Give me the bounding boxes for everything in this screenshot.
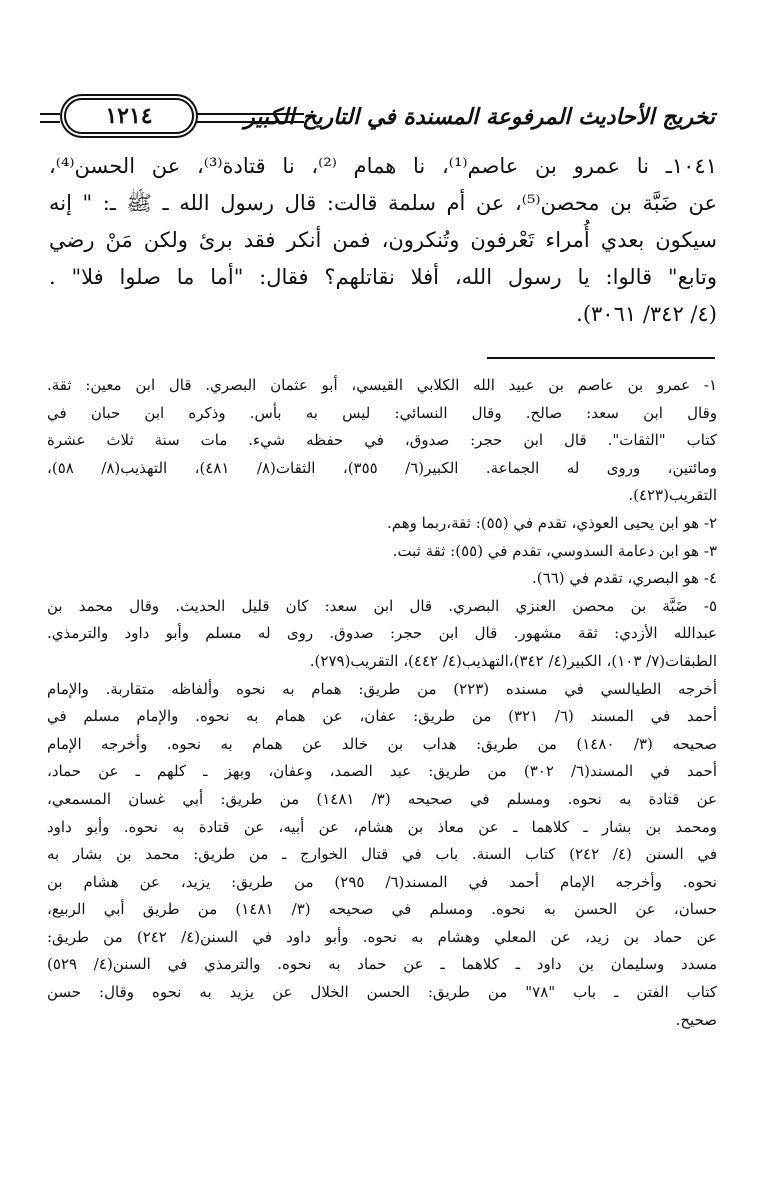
hadith-line: ١٠٤١ـ نا عمرو بن عاصم⁽¹⁾، نا همام ⁽²⁾، نا قتادة⁽³⁾، عن الحسن⁽⁴⁾، xyxy=(49,154,717,178)
footnote-line: في السنن (٤/ ٢٤٢) كتاب السنة. باب في قتال الخوارج ـ من طريق: محمد بن بشار به xyxy=(47,845,717,864)
footnote-line: كتاب الفتن ـ باب "٧٨" من طريق: الحسن الخلال عن يزيد به نحوه وقال: حسن xyxy=(47,983,717,1002)
footnote-line: صحيحه (٣/ ١٤٨٠) من طريق: هداب بن خالد عن همام به نحوه. وأخرجه الإمام xyxy=(47,734,717,753)
footnote-line: صحيح. xyxy=(675,1010,717,1029)
hadith-line: وتابع" قالوا: يا رسول الله، أفلا نقاتلهم؟ فقال: "أما ما صلوا فلا" . xyxy=(49,265,717,289)
footnote-line: التقريب(٤٢٣). xyxy=(628,486,717,505)
footnote-line: كتاب "الثقات". قال ابن حجر: صدوق، في حفظه شيء. مات سنة ثلاث عشرة xyxy=(47,431,717,450)
page-number: ١٢١٤ xyxy=(64,98,194,134)
footnote-line: حسان، عن الحسن به نحوه. ومسلم في صحيحه (٣/ ١٤٨١) من طريق أبي الربيع، xyxy=(47,900,717,919)
hadith-reference: (٤/ ٣٤٢/ ٣٠٦١). xyxy=(576,302,717,326)
footnote-line: أحمد في المسند(٦/ ٣٠٢) من طريق: عبد الصمد، وعفان، وبهز ـ كلهم ـ عن حماد، xyxy=(47,762,717,781)
footnote-line: ومائتين، وروى له الجماعة. الكبير(٦/ ٣٥٥)، الثقات(٨/ ٤٨١)، التهذيب(٨/ ٥٨)، xyxy=(47,458,718,477)
footnote-line: مسدد وسليمان بن داود ـ كلاهما ـ عن حماد به نحوه. والترمذي في السنن(٤/ ٥٢٩) xyxy=(47,955,718,974)
footnote-line: عن حماد بن زيد، عن المعلي وهشام به نحوه. وأبو داود في السنن(٤/ ٢٤٢) من طريق: xyxy=(47,927,718,946)
header-rule-left xyxy=(40,113,60,123)
page-header xyxy=(40,96,715,146)
footnote-line: ١- عمرو بن عاصم بن عبيد الله الكلابي القيسي، أبو عثمان البصري. قال ابن معين: ثقة. xyxy=(47,376,717,394)
footnote-line: ٤- هو البصري، تقدم في (٦٦). xyxy=(532,569,717,588)
footnote-line: أحمد في المسند (٦/ ٣٢١) من طريق: عفان، عن همام به نحوه. والإمام مسلم في xyxy=(47,707,717,726)
footnote-line: وقال ابن سعد: صالح. وقال النسائي: ليس به بأس. وذكره ابن حبان في xyxy=(47,403,717,422)
footnote-line: عن قتادة به نحوه. ومسلم في صحيحه (٣/ ١٤٨١) من طريق: أبي غسان المسمعي، xyxy=(47,789,717,808)
hadith-line: سيكون بعدي أُمراء تَعْرفون وتُنكرون، فمن أنكر فقد برئ ولكن مَنْ رضي xyxy=(49,228,717,252)
footnote-line: نحوه. وأخرجه الإمام أحمد في المسند(٦/ ٢٩٥) من طريق: يزيد، عن هشام بن xyxy=(47,872,717,891)
footnote-line: عبدالله الأزدي: ثقة مشهور. قال ابن حجر: صدوق. روى له مسلم وأبو داود والترمذي. xyxy=(47,624,717,643)
footnote-line: ٣- هو ابن دعامة السدوسي، تقدم في (٥٥): ثقة ثبت. xyxy=(392,541,717,560)
footnotes xyxy=(47,372,717,1034)
footnote-separator xyxy=(487,357,715,359)
footnote-line: ٥- ضَبَّة بن محصن العنزي البصري. قال ابن سعد: كان قليل الحديث. وقال محمد بن xyxy=(47,596,717,615)
footnote-line: ومحمد بن بشار ـ كلاهما ـ عن معاذ بن هشام، عن أبيه، عن قتادة به نحوه. وأبو داود xyxy=(47,817,717,836)
hadith-line: عن ضَبَّة بن محصن⁽⁵⁾، عن أم سلمة قالت: قال رسول الله ـ ﷺ ـ: " إنه xyxy=(49,191,717,215)
running-title: تخريج الأحاديث المرفوعة المسندة في التاريخ الكبير xyxy=(244,104,715,130)
footnote-line: أخرجه الطيالسي في مسنده (٢٢٣) من طريق: همام به نحوه وألفاظه متقاربة. والإمام xyxy=(47,679,718,698)
footnote-line: الطبقات(٧/ ١٠٣)، الكبير(٤/ ٣٤٢)،التهذيب(٤/ ٤٤٢)، التقريب(٢٧٩). xyxy=(309,651,717,670)
hadith-text xyxy=(49,148,717,333)
header-rule xyxy=(192,113,304,123)
footnote-line: ٢- هو ابن يحيى العوذي، تقدم في (٥٥): ثقة،ربما وهم. xyxy=(386,513,717,532)
